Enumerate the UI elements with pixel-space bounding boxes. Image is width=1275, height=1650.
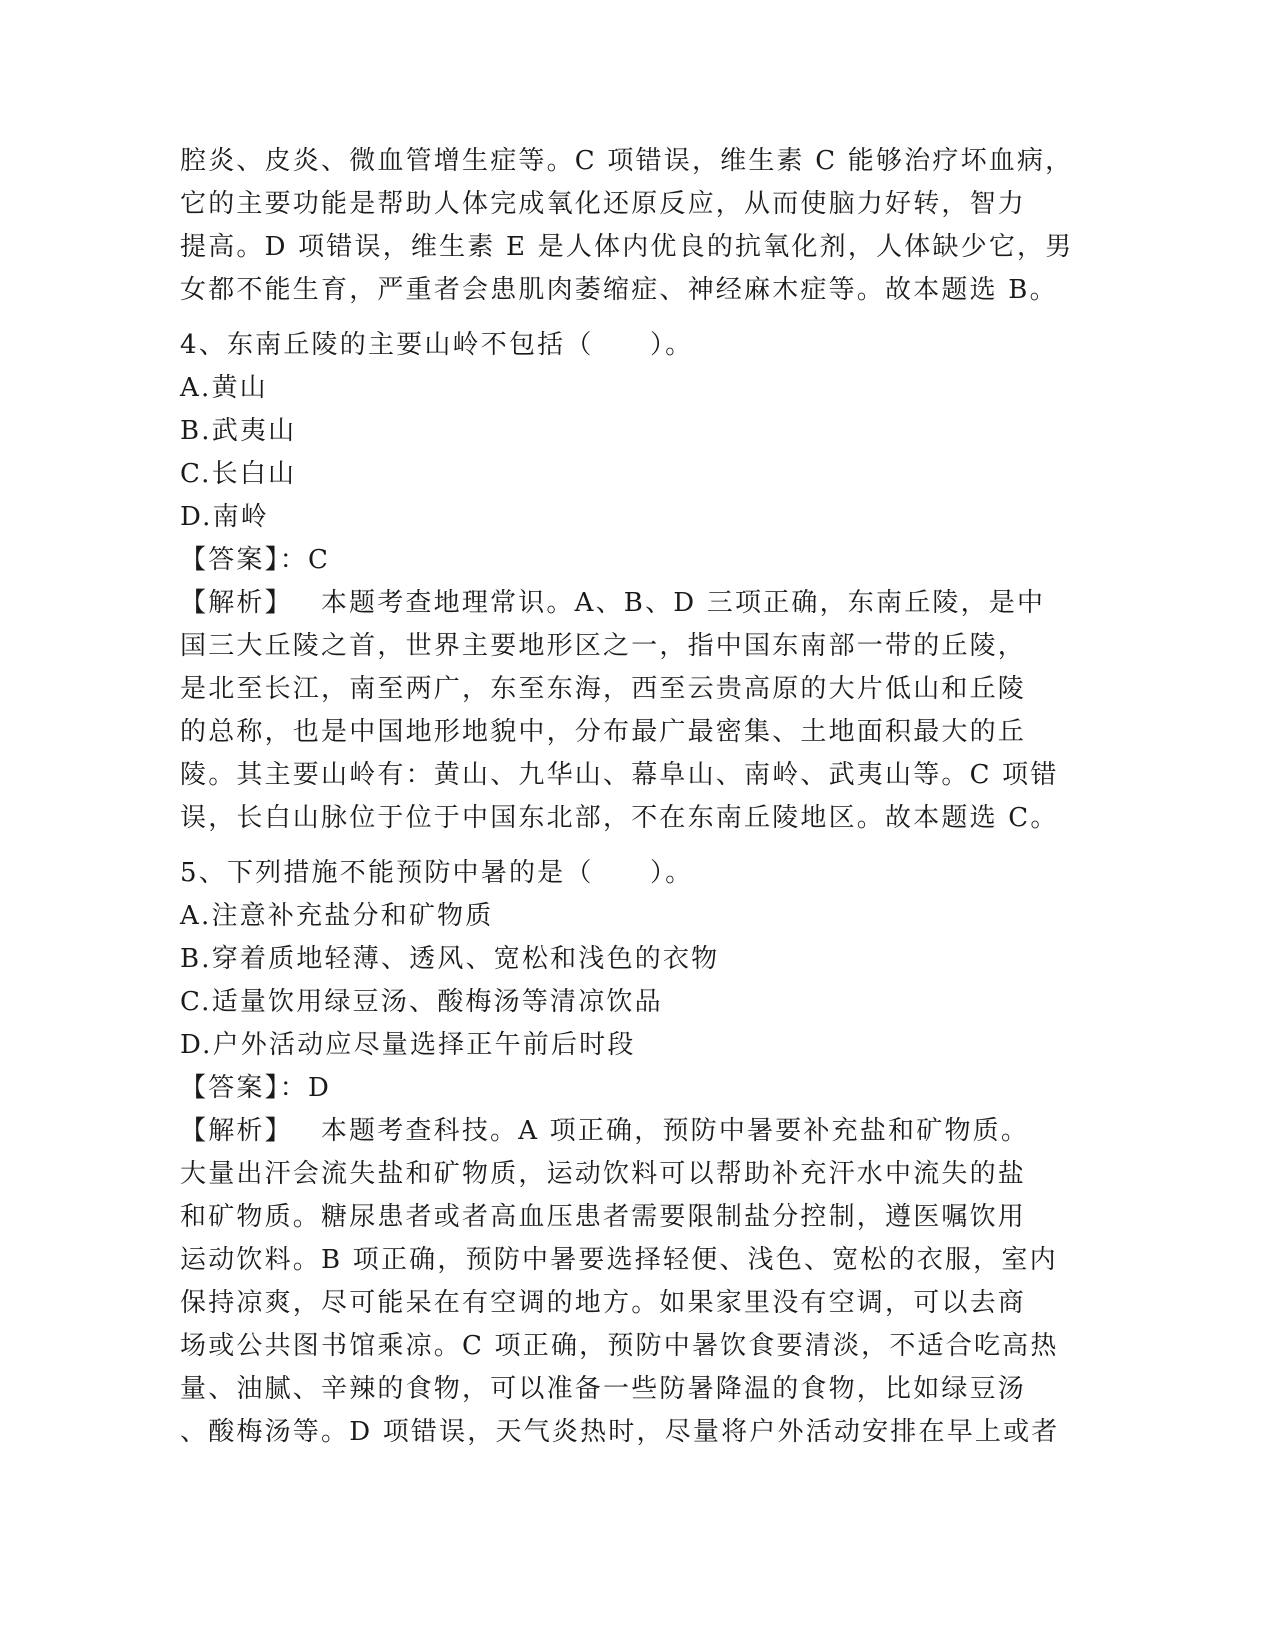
question-4: [180, 324, 1059, 840]
answer-value: C: [308, 545, 331, 575]
option-b: B.武夷山: [180, 416, 297, 446]
answer-label: 【答案】：: [180, 545, 309, 575]
analysis-line: 陵。其主要山岭有：黄山、九华山、幕阜山、南岭、武夷山等。C 项错: [180, 760, 1059, 790]
analysis-line: 保持凉爽，尽可能呆在有空调的地方。如果家里没有空调，可以去商: [180, 1288, 1027, 1318]
analysis-label: 【解析】: [180, 1116, 293, 1146]
answer-value: D: [308, 1073, 332, 1103]
question-stem: 4、东南丘陵的主要山岭不包括（ ）。: [180, 330, 694, 360]
answer-label: 【答案】：: [180, 1073, 309, 1103]
document-page: [180, 140, 1074, 1454]
previous-explanation: [180, 140, 1074, 312]
analysis-line: 是北至长江，南至两广，东至东海，西至云贵高原的大片低山和丘陵: [180, 674, 1027, 704]
option-c: C.适量饮用绿豆汤、酸梅汤等清凉饮品: [180, 987, 663, 1017]
analysis-line: [180, 582, 1046, 625]
analysis-line: 的总称，也是中国地形地貌中，分布最广最密集、土地面积最大的丘: [180, 717, 1027, 747]
answer-line: [180, 539, 1040, 582]
analysis-line: 量、油腻、辛辣的食物，可以准备一些防暑降温的食物，比如绿豆汤: [180, 1374, 1027, 1404]
option-a: A.黄山: [180, 373, 268, 403]
explanation-line: 提高。D 项错误，维生素 E 是人体内优良的抗氧化剂，人体缺少它，男: [180, 232, 1074, 262]
analysis-label: 【解析】: [180, 588, 293, 618]
question-5: [180, 852, 1060, 1454]
option-a: A.注意补充盐分和矿物质: [180, 901, 494, 931]
analysis-line: 运动饮料。B 项正确，预防中暑要选择轻便、浅色、宽松的衣服，室内: [180, 1245, 1058, 1275]
option-d: D.南岭: [180, 502, 269, 532]
explanation-line: 腔炎、皮炎、微血管增生症等。C 项错误，维生素 C 能够治疗坏血病，: [180, 146, 1074, 176]
analysis-line: 国三大丘陵之首，世界主要地形区之一，指中国东南部一带的丘陵，: [180, 631, 1027, 661]
option-d: D.户外活动应尽量选择正午前后时段: [180, 1030, 636, 1060]
analysis-line: 大量出汗会流失盐和矿物质，运动饮料可以帮助补充汗水中流失的盐: [180, 1159, 1027, 1189]
analysis-line: 和矿物质。糖尿患者或者高血压患者需要限制盐分控制，遵医嘱饮用: [180, 1202, 1027, 1232]
analysis-text: 本题考查地理常识。A、B、D 三项正确，东南丘陵，是中: [320, 588, 1046, 618]
analysis-line: [180, 1110, 1040, 1153]
analysis-line: 、酸梅汤等。D 项错误，天气炎热时，尽量将户外活动安排在早上或者: [180, 1417, 1060, 1447]
question-stem: 5、下列措施不能预防中暑的是（ ）。: [180, 858, 694, 888]
analysis-line: 误，长白山脉位于位于中国东北部，不在东南丘陵地区。故本题选 C。: [180, 803, 1059, 833]
explanation-line: 女都不能生育，严重者会患肌肉萎缩症、神经麻木症等。故本题选 B。: [180, 275, 1058, 305]
answer-line: [180, 1067, 1040, 1110]
explanation-line: 它的主要功能是帮助人体完成氧化还原反应，从而使脑力好转，智力: [180, 189, 1027, 219]
option-c: C.长白山: [180, 459, 297, 489]
analysis-line: 场或公共图书馆乘凉。C 项正确，预防中暑饮食要清淡，不适合吃高热: [180, 1331, 1059, 1361]
option-b: B.穿着质地轻薄、透风、宽松和浅色的衣物: [180, 944, 720, 974]
analysis-text: 本题考查科技。A 项正确，预防中暑要补充盐和矿物质。: [320, 1116, 1030, 1146]
